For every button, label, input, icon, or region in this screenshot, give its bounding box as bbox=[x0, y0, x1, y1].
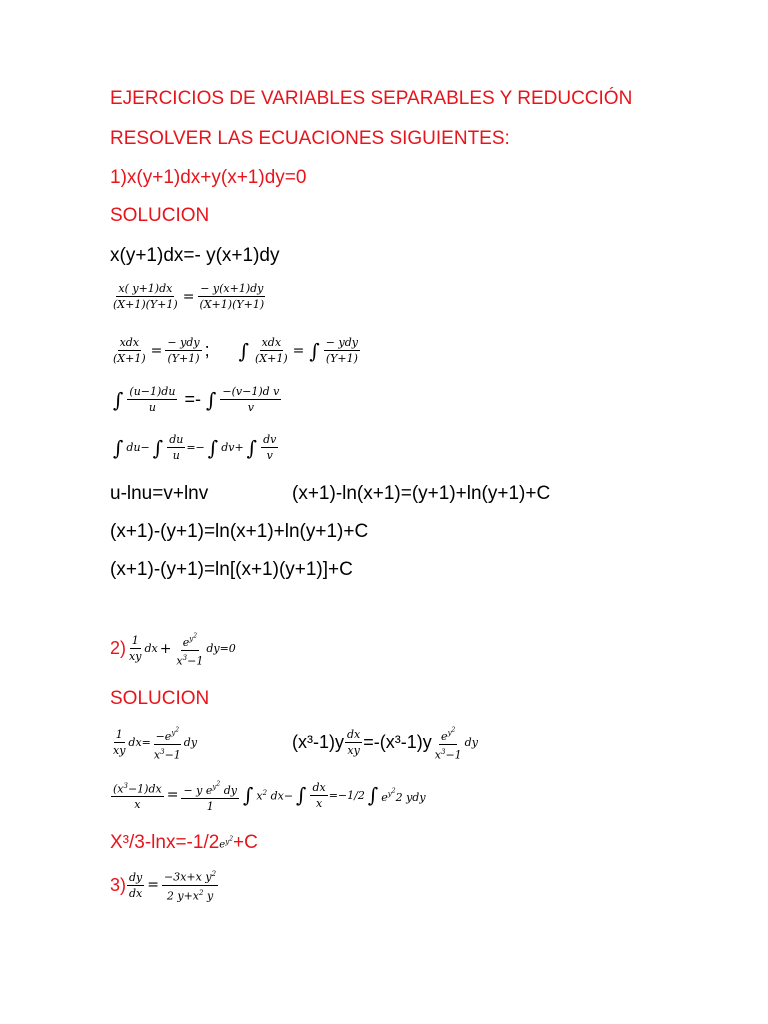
exercise-1-step-5: ∫ du− ∫ $\frac{du}{u}$ =− ∫ dv+ ∫ $\frac{dv}{v}$ bbox=[113, 433, 277, 462]
exercise-1-step-1: x(y+1)dx=- y(x+1)dy bbox=[110, 245, 280, 266]
fraction: $\frac{x( y+1)dx}{(X+1)(Y+1)}$ bbox=[113, 282, 178, 311]
exercise-2-step-2: $\frac{(x^3-1)dx}{x}$ = $\frac{- y e^{y2} dy}{1}$ ∫ $x^2$ dx− ∫ $\frac{dx}{x}$ =−1/2 ∫ $e^{y2}2$ ydy bbox=[110, 778, 426, 813]
exercise-1-result-a: u-lnu=v+lnv bbox=[110, 483, 209, 504]
exercise-1-step-3: $\frac{\text{xdx}}{(X+1)}$ = $\frac{\text{− ydy}}{(Y+1)}$ ; ∫ $\frac{\text{xdx}}{(X+1)}$ = ∫ $\frac{\text{− ydy}}{(Y+1)}$ bbox=[113, 336, 358, 365]
exercise-2-statement: 2) $\frac{1}{xy}$ dx + $\frac{e^{y2}}{x^3-1}$ dy=0 bbox=[110, 630, 236, 668]
exercise-1-result-b: (x+1)-ln(x+1)=(y+1)+ln(y+1)+C bbox=[292, 483, 551, 504]
exercise-1-result-d: (x+1)-(y+1)=ln[(x+1)(y+1)]+C bbox=[110, 559, 353, 580]
document-title: EJERCICIOS DE VARIABLES SEPARABLES Y REDUCCIÓN bbox=[110, 88, 633, 109]
exercise-1-statement: 1)x(y+1)dx+y(x+1)dy=0 bbox=[110, 167, 307, 188]
exercise-2-step-1b: (x³-1)y $\frac{dx}{xy}$ =-(x³-1)y $\frac{e^{y2}}{x^3-1}$ dy bbox=[292, 724, 478, 762]
fraction: $\frac{- y(x+1)dy}{(X+1)(Y+1)}$ bbox=[199, 282, 265, 311]
exercise-2-final: X³/3-lnx=-1/2 $e^{y2}$ +C bbox=[110, 832, 258, 853]
exercise-3-statement: 3) $\frac{dy}{dx}$ = $\frac{-3x+x y^2}{2 y+x^2 y}$ bbox=[110, 870, 217, 903]
exercise-1-step-2: $\frac{x( y+1)dx}{(X+1)(Y+1)}$ = $\frac{- y(x+1)dy}{(X+1)(Y+1)}$ bbox=[113, 282, 265, 311]
exercise-2-solution-label: SOLUCION bbox=[110, 688, 210, 709]
exercise-1-step-4: ∫ $\frac{(u-1)du}{u}$ =- ∫ $\frac{\text{−(v−1)d v}}{v}$ bbox=[113, 385, 280, 414]
exercise-2-step-1: $\frac{1}{xy}$ dx= $\frac{-e^{y2}}{x^3-1}$ dy bbox=[110, 724, 197, 762]
exercise-1-result-c: (x+1)-(y+1)=ln(x+1)+ln(y+1)+C bbox=[110, 521, 369, 542]
instructions: RESOLVER LAS ECUACIONES SIGUIENTES: bbox=[110, 128, 510, 149]
exercise-1-solution-label: SOLUCION bbox=[110, 205, 210, 226]
